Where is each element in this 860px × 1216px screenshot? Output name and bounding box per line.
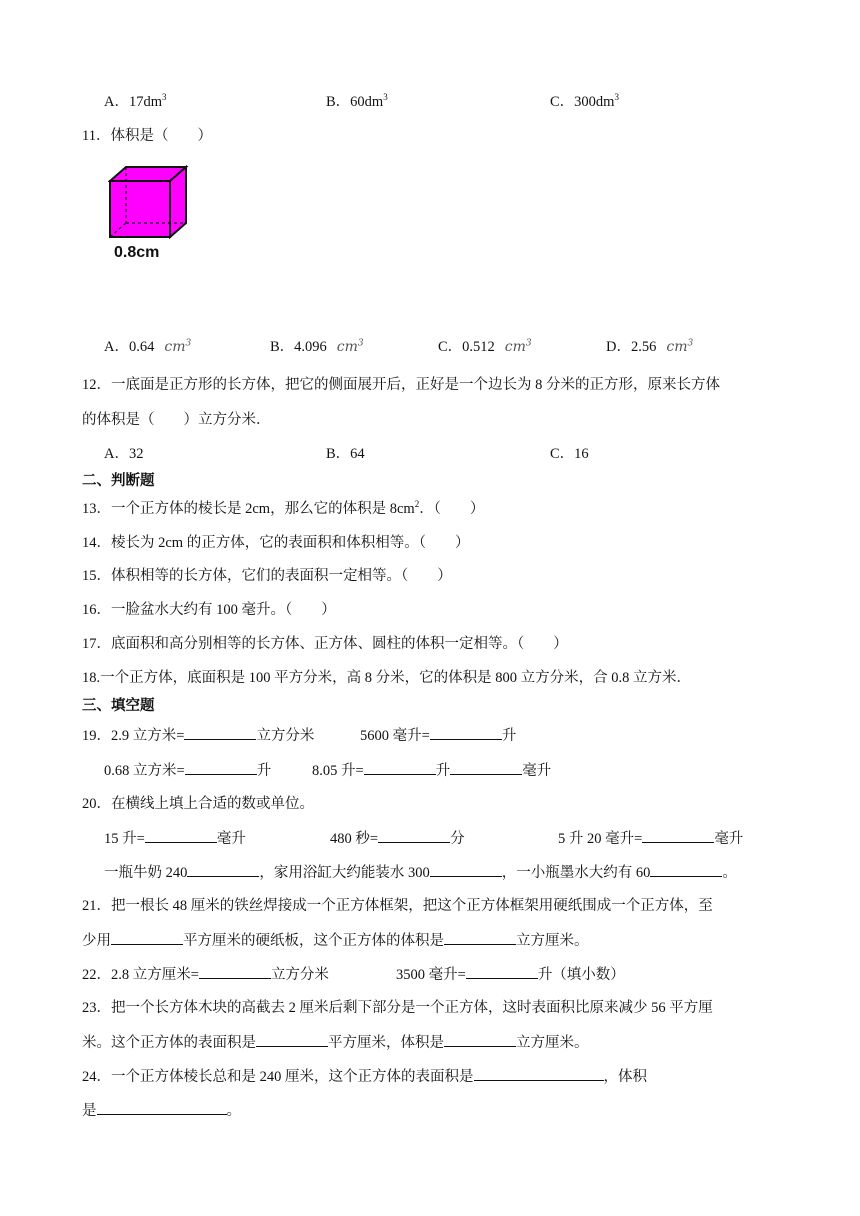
answer-blank[interactable] (111, 930, 183, 945)
q11-stem: 11．体积是（ ） (82, 128, 212, 144)
q23-text: 米。这个正方体的表面积是 (82, 1035, 256, 1051)
q19-text: 19．2.9 立方米= (82, 728, 185, 744)
q12-option-c (550, 444, 589, 464)
q24-text: 。 (226, 1103, 241, 1119)
q11-option-a (104, 337, 191, 357)
q13-text: 13．一个正方体的棱长是 2cm，那么它的体积是 8cm (82, 501, 415, 517)
q21-line2 (82, 930, 589, 951)
answer-blank[interactable] (650, 862, 722, 877)
answer-blank[interactable] (444, 930, 516, 945)
q20-text: ，一小瓶墨水大约有 60 (501, 865, 651, 881)
option-letter: B． (270, 339, 295, 355)
option-letter: C． (550, 94, 575, 110)
q20-part-a (104, 828, 246, 849)
option-letter: C． (438, 339, 463, 355)
answer-blank[interactable] (184, 725, 256, 740)
q22-unit: 升（填小数） (537, 967, 625, 983)
answer-blank[interactable] (642, 828, 714, 843)
option-letter: B． (326, 94, 351, 110)
answer-blank[interactable] (97, 1100, 227, 1115)
answer-blank[interactable] (430, 725, 502, 740)
option-value: 0.512 (462, 339, 495, 355)
q11-option-d (606, 337, 693, 357)
unit-text: cm (504, 339, 526, 355)
q23-line1: 23．把一个长方体木块的高截去 2 厘米后剩下部分是一个正方体，这时表面积比原来减少 56 平方厘 (82, 1000, 713, 1016)
q22-part-a (82, 964, 329, 985)
option-value: 2.56 (630, 339, 657, 355)
q23-text: 立方厘米。 (516, 1035, 589, 1051)
q10-option-a (104, 92, 167, 112)
q19-unit: 毫升 (522, 763, 552, 779)
q24-line1 (82, 1066, 647, 1087)
answer-blank[interactable] (378, 828, 450, 843)
answer-blank[interactable] (145, 828, 217, 843)
option-text: 17dm (128, 94, 163, 110)
q22-part-b (396, 964, 625, 985)
q20-unit: 分 (450, 831, 465, 847)
unit-sup: 3 (357, 338, 364, 349)
q20-unit: 毫升 (714, 831, 744, 847)
answer-blank[interactable] (466, 964, 538, 979)
q20-text: 480 秒= (330, 831, 379, 847)
q24-text: ，体积 (603, 1069, 647, 1085)
q13 (82, 499, 484, 519)
answer-blank[interactable] (450, 760, 522, 775)
q24-text: 24．一个正方体棱长总和是 240 厘米，这个正方体的表面积是 (82, 1069, 474, 1085)
q22-unit: 立方分米 (270, 967, 329, 983)
q19-unit: 立方分米 (256, 728, 315, 744)
answer-blank[interactable] (187, 862, 259, 877)
unit-cm3 (337, 339, 364, 355)
option-sup: 3 (383, 92, 388, 103)
q24-line2 (82, 1100, 241, 1121)
section-title-judgment: 二、判断题 (82, 473, 155, 489)
option-sup: 3 (162, 92, 167, 103)
option-letter: A． (104, 94, 129, 110)
option-letter: D． (606, 339, 631, 355)
option-value: 64 (350, 446, 365, 462)
q20-text: 一瓶牛奶 240 (104, 865, 188, 881)
q19-part-a (82, 725, 314, 746)
q21-text: 平方厘米的硬纸板，这个正方体的体积是 (183, 933, 444, 949)
q11-option-b (270, 337, 364, 357)
q20-text: 。 (722, 865, 737, 881)
q19-unit: 升 (256, 763, 272, 779)
q20-stem: 20．在横线上填上合适的数或单位。 (82, 796, 314, 812)
option-letter: A． (104, 339, 129, 355)
q21-text: 立方厘米。 (516, 933, 589, 949)
unit-cm3 (666, 339, 693, 355)
q12-line2: 的体积是（ ）立方分米． (82, 412, 271, 428)
unit-text: cm (666, 339, 688, 355)
option-value: 0.64 (128, 339, 155, 355)
option-letter: A． (104, 446, 129, 462)
q23-line2 (82, 1032, 589, 1053)
q20-part-b (330, 828, 465, 849)
q20-unit: 毫升 (216, 831, 246, 847)
q21-line1: 21．把一根长 48 厘米的铁丝焊接成一个正方体框架，把这个正方体框架用硬纸围成一个正方体，至 (82, 898, 713, 914)
cube-edge-label: 0.8cm (114, 244, 160, 261)
answer-blank[interactable] (256, 1032, 328, 1047)
q15: 15．体积相等的长方体，它们的表面积一定相等。（ ） (82, 568, 452, 584)
answer-blank[interactable] (364, 760, 436, 775)
unit-cm3 (505, 339, 532, 355)
q16: 16．一脸盆水大约有 100 毫升。（ ） (82, 602, 336, 618)
q21-text: 少用 (82, 933, 111, 949)
unit-text: cm (336, 339, 358, 355)
q20-text: ，家用浴缸大约能装水 300 (259, 865, 430, 881)
q23-text: 平方厘米，体积是 (328, 1035, 444, 1051)
q10-option-c (550, 92, 619, 112)
q19-unit: 升 (435, 763, 451, 779)
q22-text: 22．2.8 立方厘米= (82, 967, 199, 983)
q19-part-d (312, 760, 551, 781)
answer-blank[interactable] (444, 1032, 516, 1047)
q19-part-b (360, 725, 516, 746)
q18: 18.一个正方体，底面积是 100 平方分米，高 8 分米，它的体积是 800 立方分米，合 0.8 立方米． (82, 670, 691, 686)
answer-blank[interactable] (199, 964, 271, 979)
q19-text: 5600 毫升= (360, 728, 430, 744)
q20-part-c (558, 828, 743, 849)
section-title-fill: 三、填空题 (82, 698, 155, 714)
unit-cm3 (164, 339, 191, 355)
answer-blank[interactable] (474, 1066, 604, 1081)
option-sup: 3 (614, 92, 619, 103)
q19-part-c (104, 760, 271, 781)
q19-unit: 升 (501, 728, 517, 744)
q19-text: 8.05 升= (312, 763, 364, 779)
q11-option-c (438, 337, 532, 357)
q13-sup: 2 (414, 499, 420, 510)
option-value: 32 (128, 446, 144, 462)
q13-paren: ．（ ） (419, 501, 485, 517)
q20-text: 15 升= (104, 831, 145, 847)
q24-text: 是 (82, 1103, 97, 1119)
q19-text: 0.68 立方米= (104, 763, 185, 779)
unit-sup: 3 (687, 338, 694, 349)
answer-blank[interactable] (430, 862, 502, 877)
answer-blank[interactable] (185, 760, 257, 775)
option-value: 4.096 (294, 339, 327, 355)
option-text: 60dm (350, 94, 384, 110)
option-letter: B． (326, 446, 351, 462)
option-text: 300dm (574, 94, 615, 110)
q12-option-b (326, 444, 365, 464)
q17: 17．底面积和高分别相等的长方体、正方体、圆柱的体积一定相等。（ ） (82, 636, 568, 652)
unit-text: cm (164, 339, 186, 355)
q22-text: 3500 毫升= (396, 967, 466, 983)
q10-option-b (326, 92, 388, 112)
unit-sup: 3 (185, 338, 192, 349)
q12-line1: 12．一底面是正方形的长方体，把它的侧面展开后，正好是一个边长为 8 分米的正方形，原来长方体 (82, 377, 720, 393)
q20-text: 5 升 20 毫升= (558, 831, 643, 847)
q20-part-d (104, 862, 737, 883)
q12-option-a (104, 444, 143, 464)
option-value: 16 (574, 446, 589, 462)
unit-sup: 3 (525, 338, 532, 349)
option-letter: C． (550, 446, 575, 462)
q14: 14．棱长为 2cm 的正方体，它的表面积和体积相等。（ ） (82, 535, 470, 551)
cube-figure (108, 165, 190, 240)
